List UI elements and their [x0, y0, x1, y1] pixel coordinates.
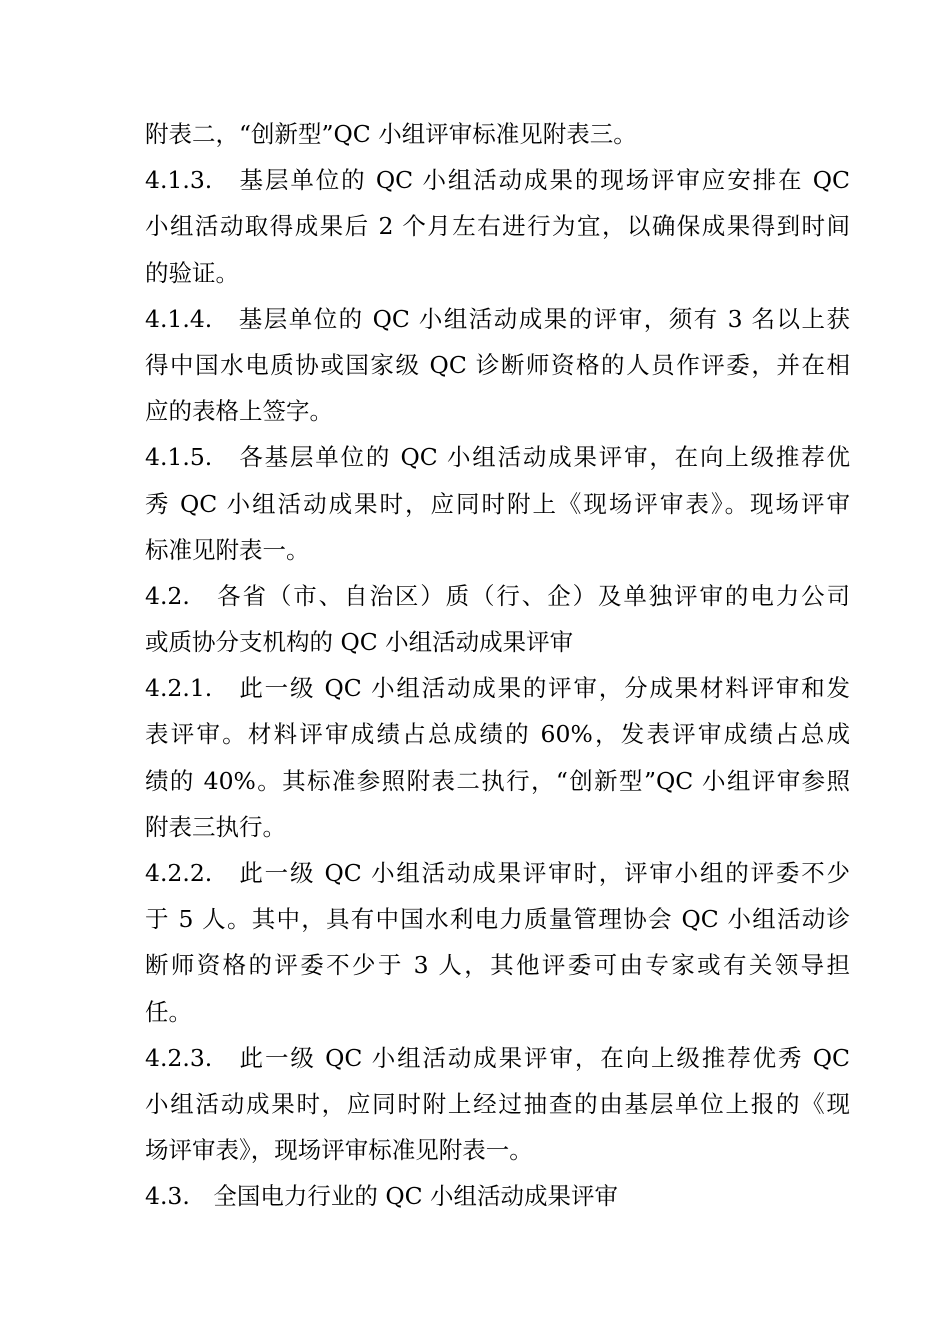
text-line: 绩的 40%。其标准参照附表二执行，“创新型”QC 小组评审参照: [145, 766, 850, 795]
text-line: 4.2.1. 此一级 QC 小组活动成果的评审，分成果材料评审和发: [145, 674, 850, 703]
text-line: 场评审表》，现场评审标准见附表一。: [145, 1136, 533, 1165]
text-line: 附表三执行。: [145, 812, 286, 841]
text-line: 4.2. 各省（市、自治区）质（行、企）及单独评审的电力公司: [145, 581, 850, 610]
text-line: 4.1.5. 各基层单位的 QC 小组活动成果评审，在向上级推荐优: [145, 443, 850, 472]
text-line: 4.2.2. 此一级 QC 小组活动成果评审时，评审小组的评委不少: [145, 859, 850, 887]
text-line: 得中国水电质协或国家级 QC 诊断师资格的人员作评委，并在相: [145, 350, 850, 379]
text-line: 于 5 人。其中，具有中国水利电力质量管理协会 QC 小组活动诊: [145, 905, 850, 934]
text-line: 表评审。材料评审成绩占总成绩的 60%，发表评审成绩占总成: [145, 720, 850, 749]
text-line: 应的表格上签字。: [145, 397, 333, 426]
text-line: 小组活动成果时，应同时附上经过抽查的由基层单位上报的《现: [145, 1089, 850, 1118]
text-line: 任。: [145, 997, 192, 1026]
text-line: 4.2.3. 此一级 QC 小组活动成果评审，在向上级推荐优秀 QC: [145, 1043, 850, 1072]
text-line: 标准见附表一。: [145, 535, 310, 564]
text-line: 4.1.3. 基层单位的 QC 小组活动成果的现场评审应安排在 QC: [145, 166, 850, 195]
text-line: 4.1.4. 基层单位的 QC 小组活动成果的评审，须有 3 名以上获: [145, 304, 850, 333]
text-line: 4.3. 全国电力行业的 QC 小组活动成果评审: [145, 1182, 619, 1211]
text-line: 或质协分支机构的 QC 小组活动成果评审: [145, 628, 574, 657]
text-line: 断师资格的评委不少于 3 人，其他评委可由专家或有关领导担: [145, 951, 850, 980]
text-line: 小组活动取得成果后 2 个月左右进行为宜，以确保成果得到时间: [145, 212, 850, 241]
document-body: [145, 111, 850, 1220]
text-line: 的验证。: [145, 258, 239, 287]
text-line: 附表二，“创新型”QC 小组评审标准见附表三。: [145, 120, 637, 148]
text-line: 秀 QC 小组活动成果时，应同时附上《现场评审表》。现场评审: [145, 489, 850, 518]
